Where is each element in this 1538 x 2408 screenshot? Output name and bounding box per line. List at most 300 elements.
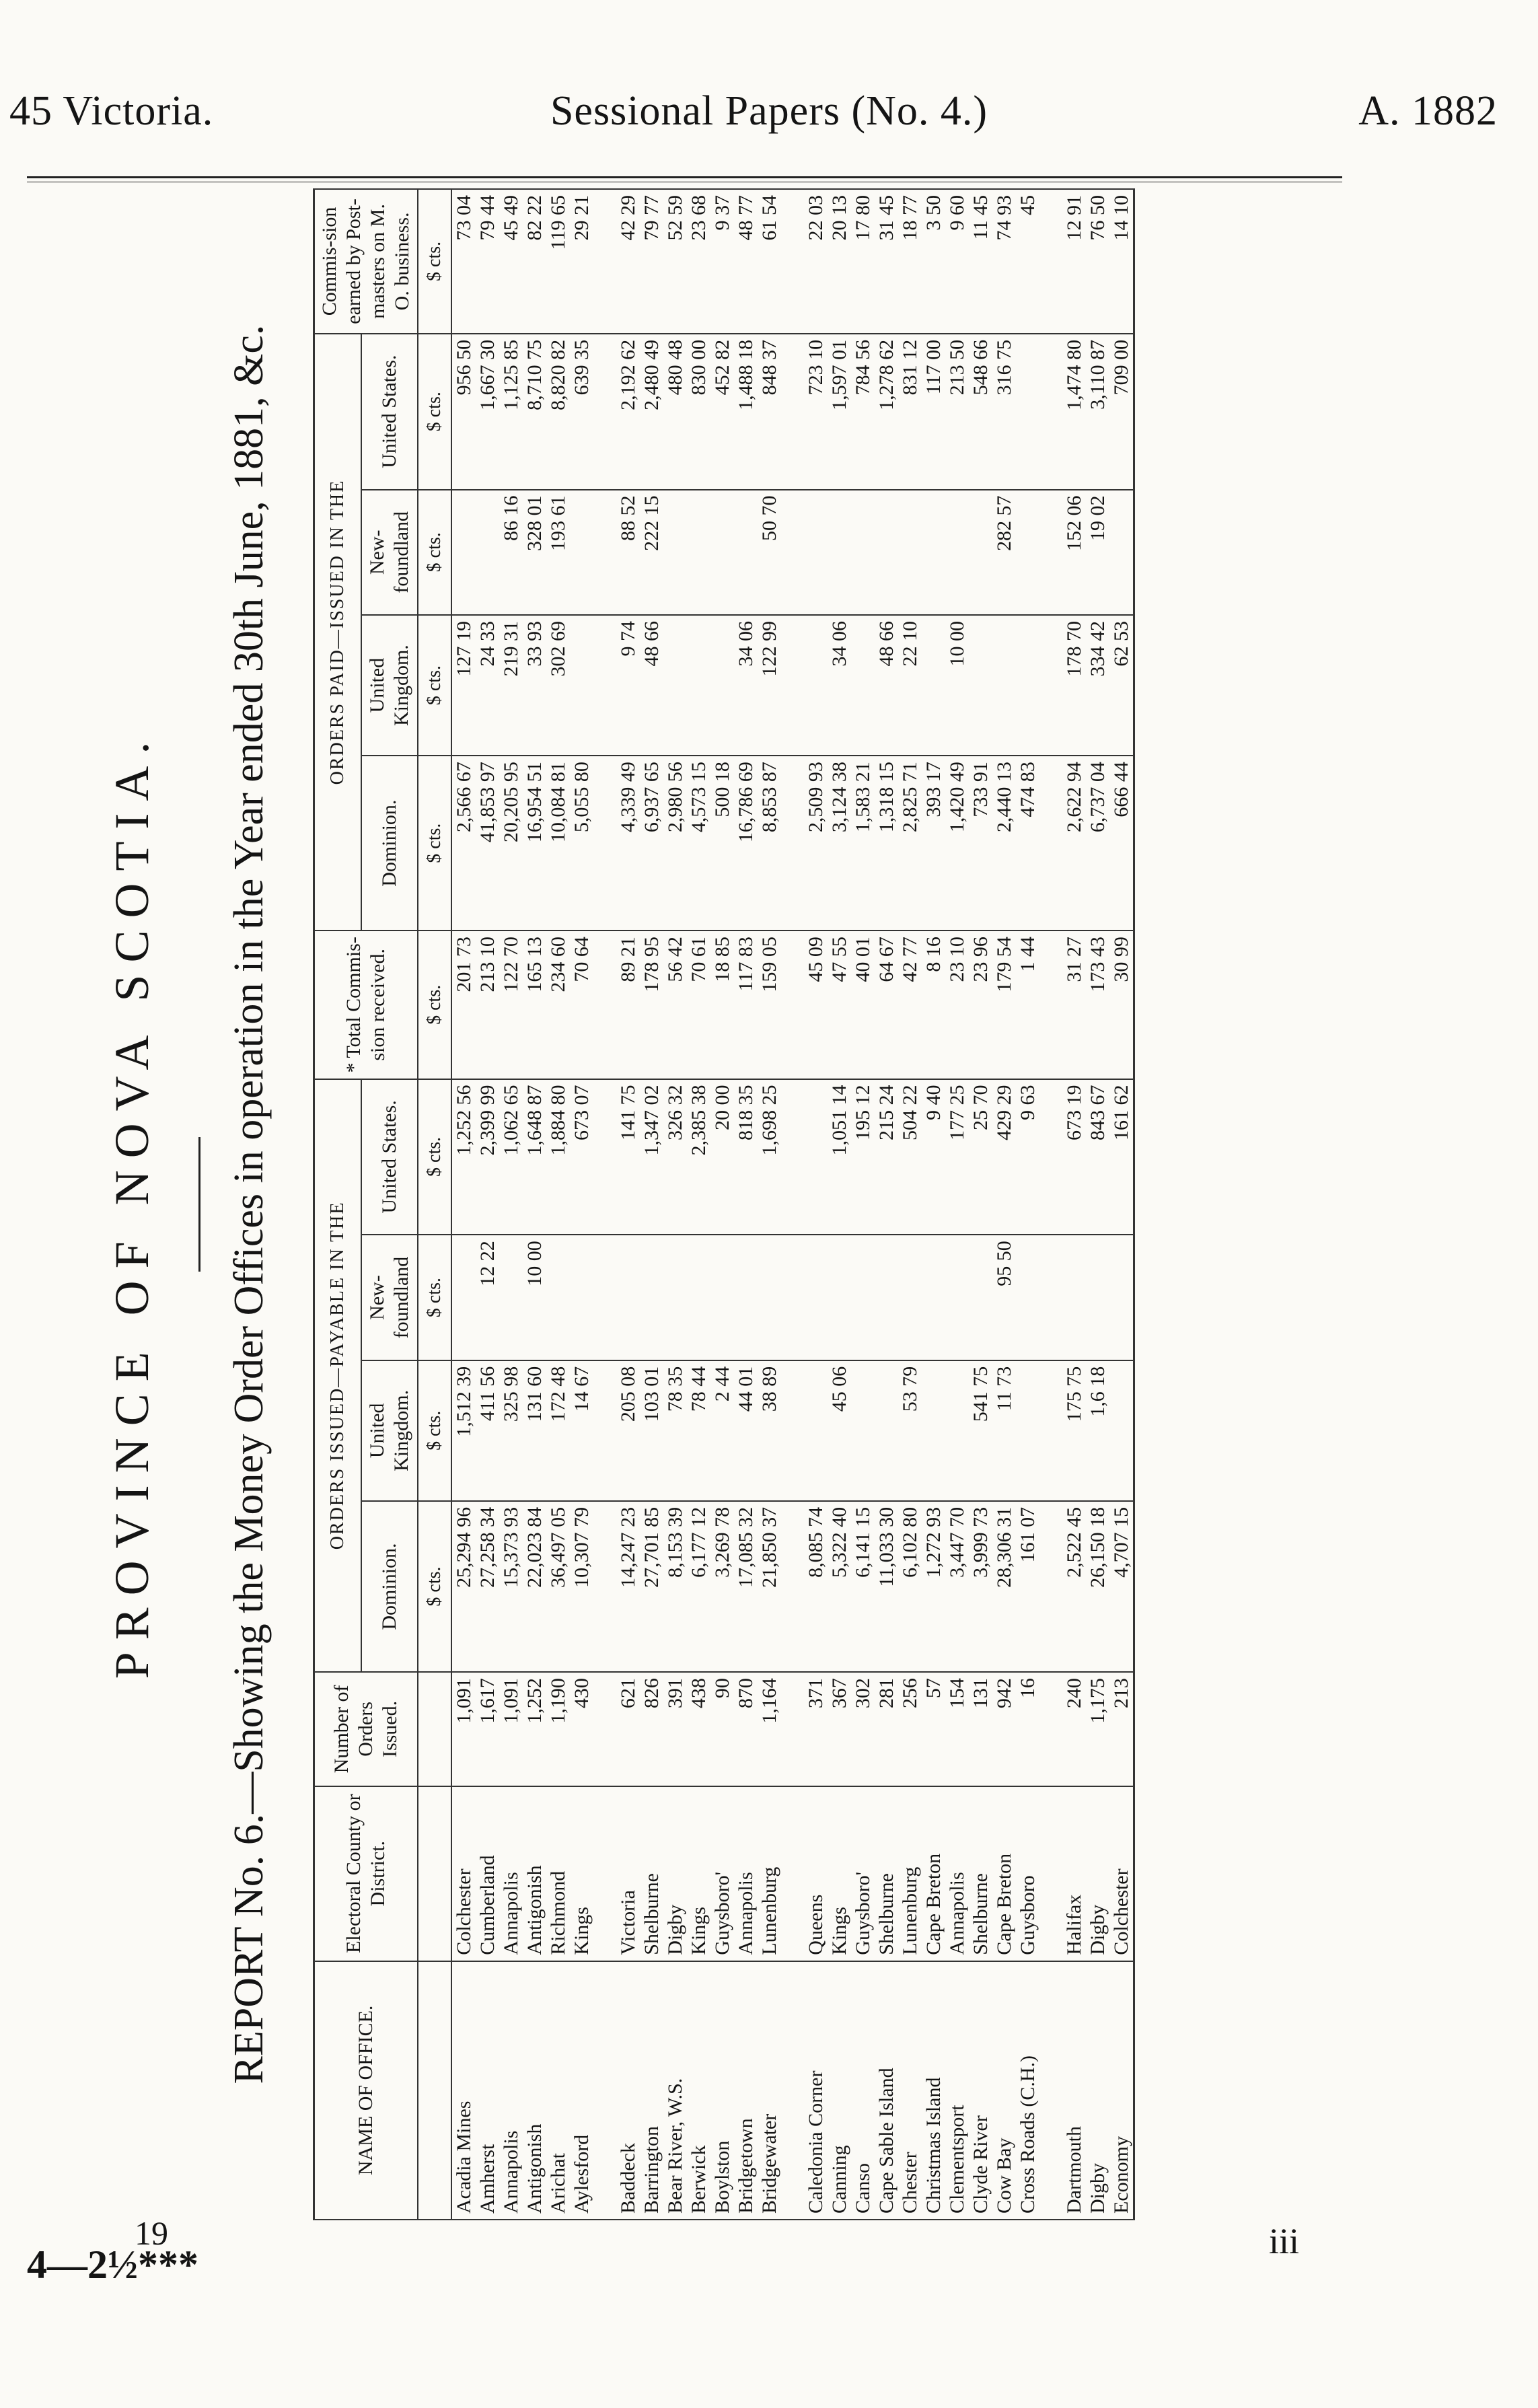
issued-uk-cell	[945, 1360, 969, 1501]
office-name-cell: Christmas Island	[922, 1961, 945, 2220]
commission-earned-cell: 45	[1016, 189, 1039, 334]
paid-uk-cell: 127 19	[451, 615, 476, 756]
spacer-cell	[593, 931, 616, 1079]
paid-nfld-cell	[828, 490, 851, 616]
spacer-cell	[1039, 931, 1062, 1079]
orders-issued-cell: 826	[640, 1672, 663, 1786]
issued-uk-cell: 38 89	[758, 1360, 781, 1501]
orders-issued-cell: 256	[898, 1672, 922, 1786]
issued-dominion-cell: 3,269 78	[710, 1501, 734, 1672]
office-name-cell: Cross Roads (C.H.)	[1016, 1961, 1039, 2220]
spacer-cell	[1039, 1079, 1062, 1235]
county-cell: Cumberland	[476, 1786, 499, 1961]
col-paid-uk-header: United Kingdom.	[361, 615, 418, 756]
paid-us-cell: 2,192 62	[616, 334, 640, 490]
issued-us-cell: 25 70	[969, 1079, 992, 1235]
issued-uk-cell: 325 98	[499, 1360, 523, 1501]
county-cell: Victoria	[616, 1786, 640, 1961]
commission-earned-cell: 52 59	[663, 189, 687, 334]
issued-nfld-cell	[922, 1235, 945, 1360]
issued-nfld-cell	[640, 1235, 663, 1360]
county-cell: Colchester	[451, 1786, 476, 1961]
county-cell: Annapolis	[734, 1786, 758, 1961]
header-year: A. 1882	[1358, 88, 1498, 134]
county-cell: Annapolis	[945, 1786, 969, 1961]
total-commission-cell: 117 83	[734, 931, 758, 1079]
table-row	[1016, 189, 1039, 2220]
paid-uk-cell: 62 53	[1109, 615, 1134, 756]
unit-blank	[418, 1672, 451, 1786]
office-name-cell: Baddeck	[616, 1961, 640, 2220]
issued-dominion-cell: 8,153 39	[663, 1501, 687, 1672]
table-row	[710, 189, 734, 2220]
office-name-cell: Economy	[1109, 1961, 1134, 2220]
county-cell: Digby	[663, 1786, 687, 1961]
spacer-cell	[593, 334, 616, 490]
issued-uk-cell: 205 08	[616, 1360, 640, 1501]
issued-nfld-cell	[898, 1235, 922, 1360]
orders-issued-cell: 430	[570, 1672, 593, 1786]
issued-us-cell: 2,385 38	[687, 1079, 710, 1235]
paid-nfld-cell: 19 02	[1086, 490, 1109, 616]
paid-us-cell: 1,125 85	[499, 334, 523, 490]
paid-dominion-cell: 3,124 38	[828, 756, 851, 931]
paid-uk-cell: 48 66	[875, 615, 898, 756]
unit-dollar-cents: $ cts.	[418, 615, 451, 756]
table-row	[523, 189, 546, 2220]
total-commission-cell: 47 55	[828, 931, 851, 1079]
issued-us-cell: 843 67	[1086, 1079, 1109, 1235]
spacer-cell	[593, 490, 616, 616]
col-issued-dominion-header: Dominion.	[361, 1501, 418, 1672]
office-name-cell: Arichat	[546, 1961, 570, 2220]
table-row	[922, 189, 945, 2220]
office-name-cell: Dartmouth	[1062, 1961, 1086, 2220]
issued-nfld-cell	[969, 1235, 992, 1360]
unit-dollar-cents: $ cts.	[418, 1501, 451, 1672]
paid-nfld-cell: 193 61	[546, 490, 570, 616]
issued-nfld-cell	[945, 1235, 969, 1360]
paid-dominion-cell: 474 83	[1016, 756, 1039, 931]
office-name-cell: Boylston	[710, 1961, 734, 2220]
paid-nfld-cell: 328 01	[523, 490, 546, 616]
unit-blank	[418, 1786, 451, 1961]
issued-uk-cell: 53 79	[898, 1360, 922, 1501]
col-orders-header: Number of Orders Issued.	[314, 1672, 418, 1786]
commission-earned-cell: 22 03	[804, 189, 828, 334]
paid-dominion-cell: 16,786 69	[734, 756, 758, 931]
office-name-cell: Bridgewater	[758, 1961, 781, 2220]
total-commission-cell: 1 44	[1016, 931, 1039, 1079]
total-commission-cell: 64 67	[875, 931, 898, 1079]
paid-uk-cell	[922, 615, 945, 756]
table-row	[804, 189, 828, 2220]
commission-earned-cell: 9 37	[710, 189, 734, 334]
issued-uk-cell: 14 67	[570, 1360, 593, 1501]
spacer-cell	[1039, 1786, 1062, 1961]
issued-nfld-cell	[1016, 1235, 1039, 1360]
total-commission-cell: 31 27	[1062, 931, 1086, 1079]
paid-dominion-cell: 2,509 93	[804, 756, 828, 931]
table-row	[451, 189, 476, 2220]
issued-us-cell	[804, 1079, 828, 1235]
spacer-cell	[781, 1961, 804, 2220]
issued-dominion-cell: 17,085 32	[734, 1501, 758, 1672]
orders-issued-cell: 302	[851, 1672, 875, 1786]
paid-uk-cell	[1016, 615, 1039, 756]
issued-dominion-cell: 6,177 12	[687, 1501, 710, 1672]
spacer-cell	[781, 1786, 804, 1961]
table-row	[546, 189, 570, 2220]
issued-us-cell: 1,051 14	[828, 1079, 851, 1235]
issued-nfld-cell	[499, 1235, 523, 1360]
spacer-cell	[593, 189, 616, 334]
orders-issued-cell: 154	[945, 1672, 969, 1786]
issued-us-cell: 215 24	[875, 1079, 898, 1235]
paid-uk-cell: 34 06	[828, 615, 851, 756]
col-commission-earned-header: Commis-sion earned by Post-masters on M. O. business.	[314, 189, 418, 334]
county-cell: Halifax	[1062, 1786, 1086, 1961]
commission-earned-cell: 48 77	[734, 189, 758, 334]
issued-us-cell: 20 00	[710, 1079, 734, 1235]
office-name-cell: Digby	[1086, 1961, 1109, 2220]
office-name-cell: Cow Bay	[992, 1961, 1016, 2220]
paid-dominion-cell: 2,440 13	[992, 756, 1016, 931]
issued-us-cell: 141 75	[616, 1079, 640, 1235]
issued-us-cell: 1,884 80	[546, 1079, 570, 1235]
commission-earned-cell: 12 91	[1062, 189, 1086, 334]
paid-nfld-cell	[734, 490, 758, 616]
county-cell: Shelburne	[969, 1786, 992, 1961]
spacer-cell	[781, 615, 804, 756]
issued-uk-cell	[1109, 1360, 1134, 1501]
issued-nfld-cell	[663, 1235, 687, 1360]
commission-earned-cell: 29 21	[570, 189, 593, 334]
paid-dominion-cell: 6,937 65	[640, 756, 663, 931]
paid-dominion-cell: 2,566 67	[451, 756, 476, 931]
issued-nfld-cell	[570, 1235, 593, 1360]
spacer-cell	[593, 1360, 616, 1501]
paid-uk-cell	[687, 615, 710, 756]
paid-us-cell: 1,474 80	[1062, 334, 1086, 490]
issued-uk-cell: 78 35	[663, 1360, 687, 1501]
issued-uk-cell: 541 75	[969, 1360, 992, 1501]
paid-nfld-cell	[851, 490, 875, 616]
issued-dominion-cell: 11,033 30	[875, 1501, 898, 1672]
paid-nfld-cell	[922, 490, 945, 616]
commission-earned-cell: 23 68	[687, 189, 710, 334]
spacer-cell	[1039, 756, 1062, 931]
issued-nfld-cell	[546, 1235, 570, 1360]
signature-mark: 4—2½***	[27, 2242, 198, 2287]
orders-issued-cell: 1,164	[758, 1672, 781, 1786]
group-spacer	[1039, 189, 1062, 2220]
spacer-cell	[781, 1079, 804, 1235]
issued-dominion-cell: 6,102 80	[898, 1501, 922, 1672]
paid-us-cell: 480 48	[663, 334, 687, 490]
paid-nfld-cell	[945, 490, 969, 616]
issued-nfld-cell	[734, 1235, 758, 1360]
county-cell: Antigonish	[523, 1786, 546, 1961]
issued-dominion-cell: 161 07	[1016, 1501, 1039, 1672]
spacer-cell	[593, 1235, 616, 1360]
issued-uk-cell: 172 48	[546, 1360, 570, 1501]
spacer-cell	[781, 1360, 804, 1501]
spacer-cell	[1039, 1672, 1062, 1786]
paid-us-cell: 8,710 75	[523, 334, 546, 490]
issued-uk-cell	[804, 1360, 828, 1501]
orders-issued-cell: 1,091	[451, 1672, 476, 1786]
orders-issued-cell: 1,617	[476, 1672, 499, 1786]
issued-nfld-cell	[758, 1235, 781, 1360]
commission-earned-cell: 31 45	[875, 189, 898, 334]
paid-nfld-cell	[476, 490, 499, 616]
paid-uk-cell	[992, 615, 1016, 756]
paid-us-cell: 723 10	[804, 334, 828, 490]
commission-earned-cell: 3 50	[922, 189, 945, 334]
commission-earned-cell: 42 29	[616, 189, 640, 334]
paid-uk-cell: 34 06	[734, 615, 758, 756]
issued-dominion-cell: 6,141 15	[851, 1501, 875, 1672]
office-name-cell: Caledonia Corner	[804, 1961, 828, 2220]
paid-dominion-cell: 2,825 71	[898, 756, 922, 931]
issued-us-cell: 2,399 99	[476, 1079, 499, 1235]
county-cell: Guysboro'	[851, 1786, 875, 1961]
rotated-report-page	[98, 188, 1362, 2220]
col-issued-us-header: United States.	[361, 1079, 418, 1235]
paid-dominion-cell: 10,084 81	[546, 756, 570, 931]
paid-nfld-cell	[804, 490, 828, 616]
orders-issued-cell: 1,175	[1086, 1672, 1109, 1786]
paid-dominion-cell: 733 91	[969, 756, 992, 931]
county-cell: Digby	[1086, 1786, 1109, 1961]
commission-earned-cell: 76 50	[1086, 189, 1109, 334]
total-commission-cell: 70 64	[570, 931, 593, 1079]
county-cell: Kings	[570, 1786, 593, 1961]
paid-us-cell: 8,820 82	[546, 334, 570, 490]
paid-us-cell	[1016, 334, 1039, 490]
orders-issued-cell: 870	[734, 1672, 758, 1786]
commission-earned-cell: 20 13	[828, 189, 851, 334]
office-name-cell: Annapolis	[499, 1961, 523, 2220]
issued-dominion-cell: 4,707 15	[1109, 1501, 1134, 1672]
paid-us-cell: 830 00	[687, 334, 710, 490]
issued-group-header: ORDERS ISSUED—PAYABLE IN THE	[314, 1079, 362, 1673]
issued-us-cell: 9 63	[1016, 1079, 1039, 1235]
paid-dominion-cell: 41,853 97	[476, 756, 499, 931]
paid-dominion-cell: 2,980 56	[663, 756, 687, 931]
paid-dominion-cell: 4,573 15	[687, 756, 710, 931]
issued-us-cell: 326 32	[663, 1079, 687, 1235]
report-title: REPORT No. 6.—Showing the Money Order Offices in operation in the Year ended 30th June, 1881, &c.	[226, 324, 272, 2084]
paid-nfld-cell: 152 06	[1062, 490, 1086, 616]
issued-us-cell: 818 35	[734, 1079, 758, 1235]
total-commission-cell: 234 60	[546, 931, 570, 1079]
issued-us-cell: 673 07	[570, 1079, 593, 1235]
issued-nfld-cell	[1062, 1235, 1086, 1360]
paid-us-cell: 1,488 18	[734, 334, 758, 490]
paid-uk-cell: 48 66	[640, 615, 663, 756]
spacer-cell	[1039, 1501, 1062, 1672]
table-row	[734, 189, 758, 2220]
paid-us-cell: 956 50	[451, 334, 476, 490]
issued-dominion-cell: 3,447 70	[945, 1501, 969, 1672]
office-name-cell: Chester	[898, 1961, 922, 2220]
total-commission-cell: 23 96	[969, 931, 992, 1079]
orders-issued-cell: 367	[828, 1672, 851, 1786]
commission-earned-cell: 73 04	[451, 189, 476, 334]
orders-issued-cell: 1,190	[546, 1672, 570, 1786]
issued-dominion-cell: 2,522 45	[1062, 1501, 1086, 1672]
header-volume: 45 Victoria.	[9, 88, 214, 134]
issued-nfld-cell	[616, 1235, 640, 1360]
paid-us-cell: 452 82	[710, 334, 734, 490]
paid-group-header: ORDERS PAID—ISSUED IN THE	[314, 334, 362, 931]
paid-us-cell: 784 56	[851, 334, 875, 490]
unit-dollar-cents: $ cts.	[418, 756, 451, 931]
issued-dominion-cell: 14,247 23	[616, 1501, 640, 1672]
col-paid-dominion-header: Dominion.	[361, 756, 418, 931]
spacer-cell	[1039, 1360, 1062, 1501]
paid-dominion-cell: 1,318 15	[875, 756, 898, 931]
paid-us-cell: 1,667 30	[476, 334, 499, 490]
spacer-cell	[781, 1672, 804, 1786]
issued-uk-cell: 2 44	[710, 1360, 734, 1501]
paid-uk-cell: 33 93	[523, 615, 546, 756]
county-cell: Colchester	[1109, 1786, 1134, 1961]
paid-dominion-cell: 1,583 21	[851, 756, 875, 931]
issued-us-cell: 161 62	[1109, 1079, 1134, 1235]
paid-dominion-cell: 4,339 49	[616, 756, 640, 931]
issued-nfld-cell: 95 50	[992, 1235, 1016, 1360]
county-cell: Guysboro	[1016, 1786, 1039, 1961]
paid-nfld-cell	[710, 490, 734, 616]
paid-us-cell: 1,278 62	[875, 334, 898, 490]
spacer-cell	[593, 756, 616, 931]
spacer-cell	[781, 1501, 804, 1672]
paid-uk-cell: 219 31	[499, 615, 523, 756]
table-row	[499, 189, 523, 2220]
issued-dominion-cell: 8,085 74	[804, 1501, 828, 1672]
issued-dominion-cell: 5,322 40	[828, 1501, 851, 1672]
paid-dominion-cell: 2,622 94	[1062, 756, 1086, 931]
paid-us-cell: 831 12	[898, 334, 922, 490]
paid-dominion-cell: 6,737 04	[1086, 756, 1109, 931]
spacer-cell	[781, 931, 804, 1079]
paid-uk-cell	[804, 615, 828, 756]
office-name-cell: Clyde River	[969, 1961, 992, 2220]
issued-nfld-cell	[828, 1235, 851, 1360]
table-body	[451, 189, 1134, 2220]
paid-uk-cell	[969, 615, 992, 756]
office-name-cell: Berwick	[687, 1961, 710, 2220]
table-row	[640, 189, 663, 2220]
paid-us-cell: 3,110 87	[1086, 334, 1109, 490]
county-cell: Kings	[687, 1786, 710, 1961]
spacer-cell	[593, 1786, 616, 1961]
commission-earned-cell: 45 49	[499, 189, 523, 334]
commission-earned-cell: 74 93	[992, 189, 1016, 334]
county-cell: Shelburne	[640, 1786, 663, 1961]
paid-us-cell: 213 50	[945, 334, 969, 490]
issued-nfld-cell	[1109, 1235, 1134, 1360]
paid-uk-cell: 9 74	[616, 615, 640, 756]
orders-issued-cell: 57	[922, 1672, 945, 1786]
county-cell: Lunenburg	[758, 1786, 781, 1961]
issued-uk-cell: 1,6 18	[1086, 1360, 1109, 1501]
total-commission-cell: 122 70	[499, 931, 523, 1079]
paid-uk-cell: 334 42	[1086, 615, 1109, 756]
issued-nfld-cell	[451, 1235, 476, 1360]
paid-nfld-cell: 282 57	[992, 490, 1016, 616]
col-office-header: NAME OF OFFICE.	[314, 1961, 418, 2220]
header-sessional-papers: Sessional Papers (No. 4.)	[550, 88, 988, 134]
table-row	[1109, 189, 1134, 2220]
paid-nfld-cell	[451, 490, 476, 616]
total-commission-cell: 18 85	[710, 931, 734, 1079]
issued-nfld-cell	[804, 1235, 828, 1360]
total-commission-cell: 165 13	[523, 931, 546, 1079]
total-commission-cell: 42 77	[898, 931, 922, 1079]
commission-earned-cell: 14 10	[1109, 189, 1134, 334]
unit-dollar-cents: $ cts.	[418, 1360, 451, 1501]
spacer-cell	[593, 1501, 616, 1672]
office-name-cell: Barrington	[640, 1961, 663, 2220]
spacer-cell	[1039, 189, 1062, 334]
county-cell: Shelburne	[875, 1786, 898, 1961]
county-cell: Annapolis	[499, 1786, 523, 1961]
commission-earned-cell: 17 80	[851, 189, 875, 334]
paid-dominion-cell: 5,055 80	[570, 756, 593, 931]
issued-dominion-cell: 28,306 31	[992, 1501, 1016, 1672]
total-commission-cell: 213 10	[476, 931, 499, 1079]
table-row	[1086, 189, 1109, 2220]
spacer-cell	[1039, 334, 1062, 490]
commission-earned-cell: 79 77	[640, 189, 663, 334]
total-commission-cell: 178 95	[640, 931, 663, 1079]
table-row	[570, 189, 593, 2220]
issued-dominion-cell: 22,023 84	[523, 1501, 546, 1672]
orders-issued-cell: 16	[1016, 1672, 1039, 1786]
paid-uk-cell	[851, 615, 875, 756]
unit-blank	[418, 1961, 451, 2220]
spacer-cell	[593, 615, 616, 756]
issued-uk-cell: 78 44	[687, 1360, 710, 1501]
issued-nfld-cell	[687, 1235, 710, 1360]
paid-dominion-cell: 20,205 95	[499, 756, 523, 931]
issued-dominion-cell: 25,294 96	[451, 1501, 476, 1672]
office-name-cell: Bridgetown	[734, 1961, 758, 2220]
orders-issued-cell: 391	[663, 1672, 687, 1786]
title-divider	[198, 1137, 200, 1272]
office-name-cell: Canning	[828, 1961, 851, 2220]
issued-dominion-cell: 27,258 34	[476, 1501, 499, 1672]
spacer-cell	[781, 1235, 804, 1360]
paid-us-cell: 117 00	[922, 334, 945, 490]
issued-dominion-cell: 27,701 85	[640, 1501, 663, 1672]
paid-us-cell: 548 66	[969, 334, 992, 490]
issued-uk-cell: 1,512 39	[451, 1360, 476, 1501]
col-issued-nfld-header: New-foundland	[361, 1235, 418, 1360]
office-name-cell: Bear River, W.S.	[663, 1961, 687, 2220]
table-row	[476, 189, 499, 2220]
unit-dollar-cents: $ cts.	[418, 1079, 451, 1235]
office-name-cell: Canso	[851, 1961, 875, 2220]
commission-earned-cell: 119 65	[546, 189, 570, 334]
issued-uk-cell: 131 60	[523, 1360, 546, 1501]
spacer-cell	[781, 756, 804, 931]
paid-uk-cell: 10 00	[945, 615, 969, 756]
